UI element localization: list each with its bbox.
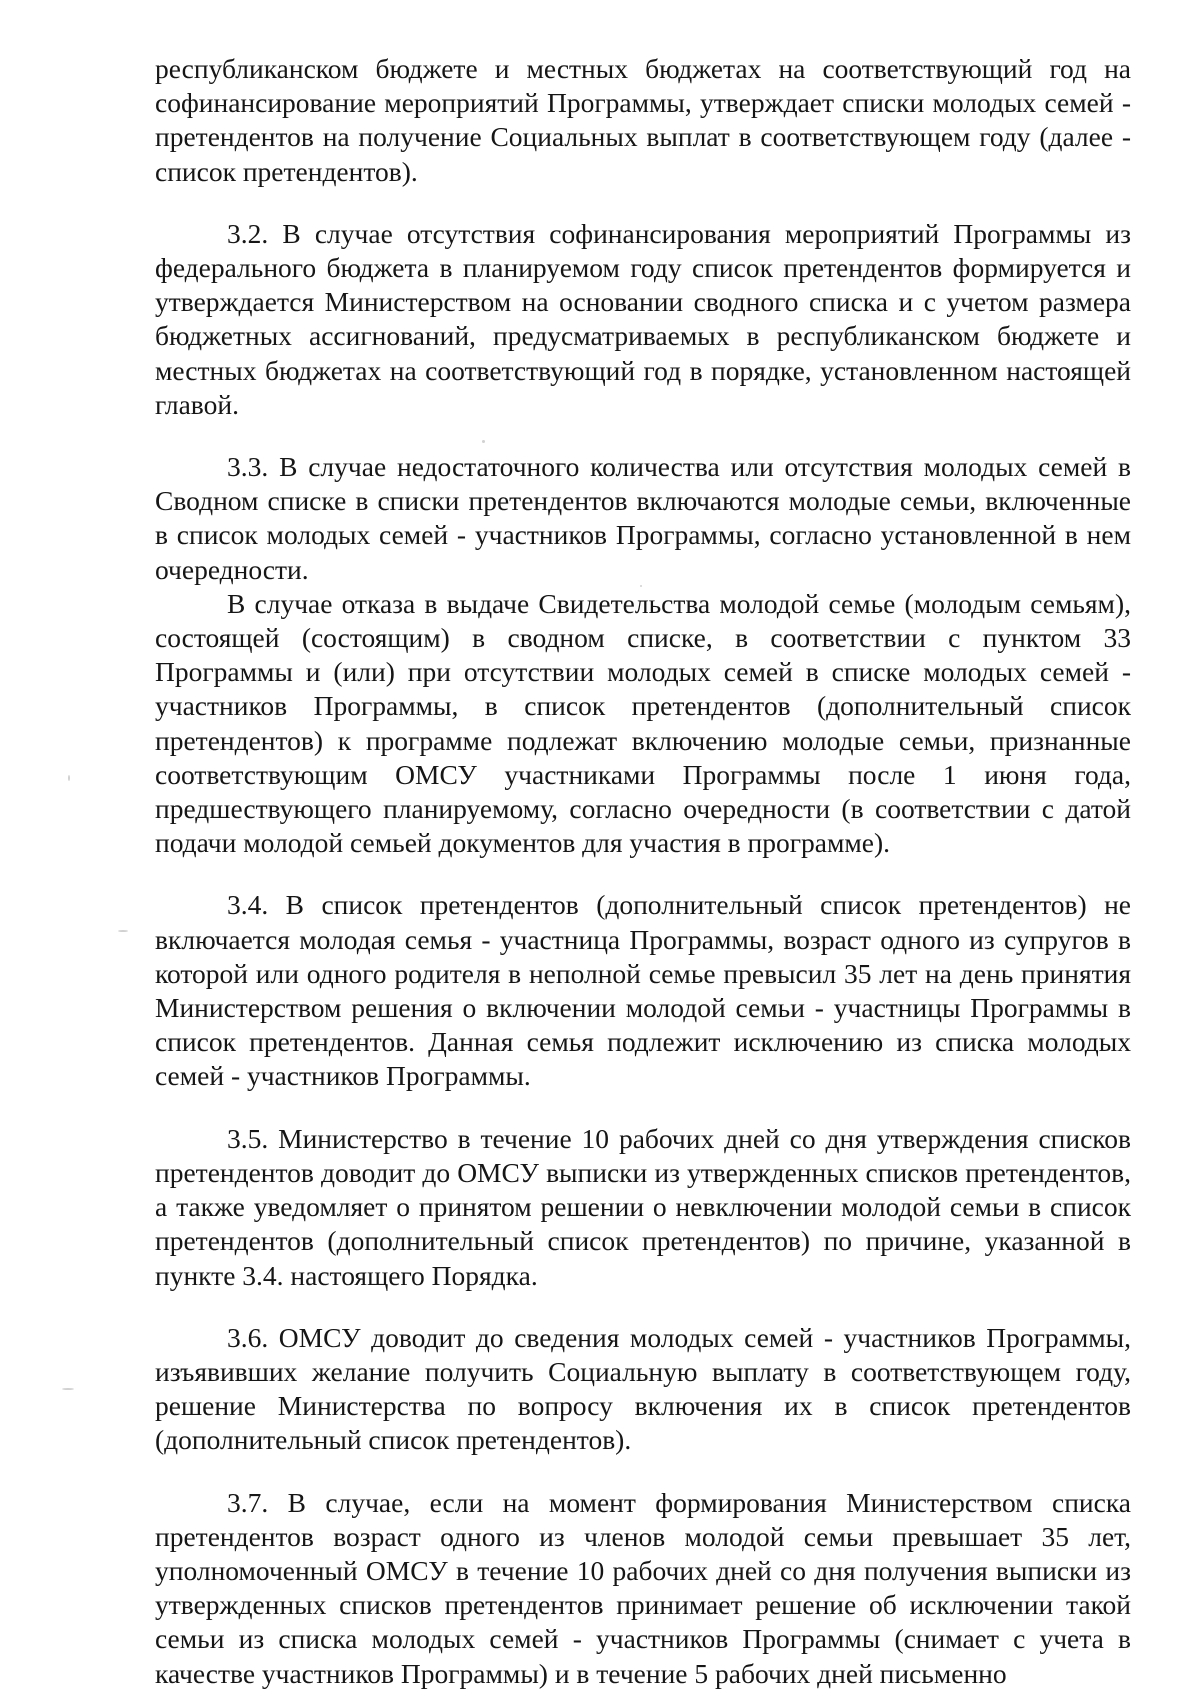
paragraph-3-3-continued: В случае отказа в выдаче Свидетельства молодой семье (молодым семьям), состоящей (состоящим) в сводном списке, в соответствии с пунктом 33 Программы и (или) при отсутствии молодых семей в списке молодых семей - участников Программы, в список претендентов (дополнительный список претендентов) к программе подлежат включению молодые семьи, признанные соответствующим ОМСУ участниками Программы после 1 июня года, предшествующего планируемому, согласно очередности (в соответствии с датой подачи молодой семьей документов для участия в программе).	[155, 587, 1131, 859]
paragraph-3-7: 3.7. В случае, если на момент формирования Министерством списка претендентов возраст одного из членов молодой семьи превышает 35 лет, уполномоченный ОМСУ в течение 10 рабочих дней со дня получения выписки из утвержденных списков претендентов принимает решение об исключении такой семьи из списка молодых семей - участников Программы (снимает с учета в качестве участников Программы) и в течение 5 рабочих дней письменно	[155, 1486, 1131, 1689]
scan-speck	[1003, 470, 1005, 472]
paragraph-continuation: республиканском бюджете и местных бюджетах на соответствующий год на софинансирование мероприятий Программы, утверждает списки молодых семей - претендентов на получение Социальных выплат в соответствующем году (далее - список претендентов).	[155, 53, 1131, 187]
paragraph-3-5: 3.5. Министерство в течение 10 рабочих дней со дня утверждения списков претендентов доводит до ОМСУ выписки из утвержденных списков претендентов, а также уведомляет о принятом решении о невключении молодой семьи в список претендентов (дополнительный список претендентов) по причине, указанной в пункте 3.4. настоящего Порядка.	[155, 1122, 1131, 1291]
scan-speck	[694, 1038, 696, 1040]
scan-speck	[68, 775, 70, 781]
scan-speck	[118, 930, 128, 932]
scan-speck	[482, 440, 485, 443]
paragraph-3-6: 3.6. ОМСУ доводит до сведения молодых семей - участников Программы, изъявивших желание получить Социальную выплату в соответствующем году, решение Министерства по вопросу включения их в список претендентов (дополнительный список претендентов).	[155, 1321, 1131, 1456]
scan-speck	[640, 585, 642, 587]
document-page	[155, 52, 1131, 1691]
scan-speck	[905, 1205, 907, 1207]
paragraph-3-4: 3.4. В список претендентов (дополнительный список претендентов) не включается молодая семья - участница Программы, возраст одного из супругов в которой или одного родителя в неполной семье превысил 35 лет на день принятия Министерством решения о включении молодой семьи - участницы Программы в список претендентов. Данная семья подлежит исключению из списка молодых семей - участников Программы.	[155, 889, 1131, 1092]
paragraph-3-2: 3.2. В случае отсутствия софинансирования мероприятий Программы из федерального бюджета в планируемом году список претендентов формируется и утверждается Министерством на основании сводного списка и с учетом размера бюджетных ассигнований, предусматриваемых в республиканском бюджете и местных бюджетах на соответствующий год в порядке, установленном настоящей главой.	[155, 217, 1131, 420]
paragraph-3-3: 3.3. В случае недостаточного количества или отсутствия молодых семей в Сводном списке в списки претендентов включаются молодые семьи, включенные в список молодых семей - участников Программы, согласно установленной в нем очередности.	[155, 451, 1131, 585]
scan-speck	[62, 1388, 74, 1390]
